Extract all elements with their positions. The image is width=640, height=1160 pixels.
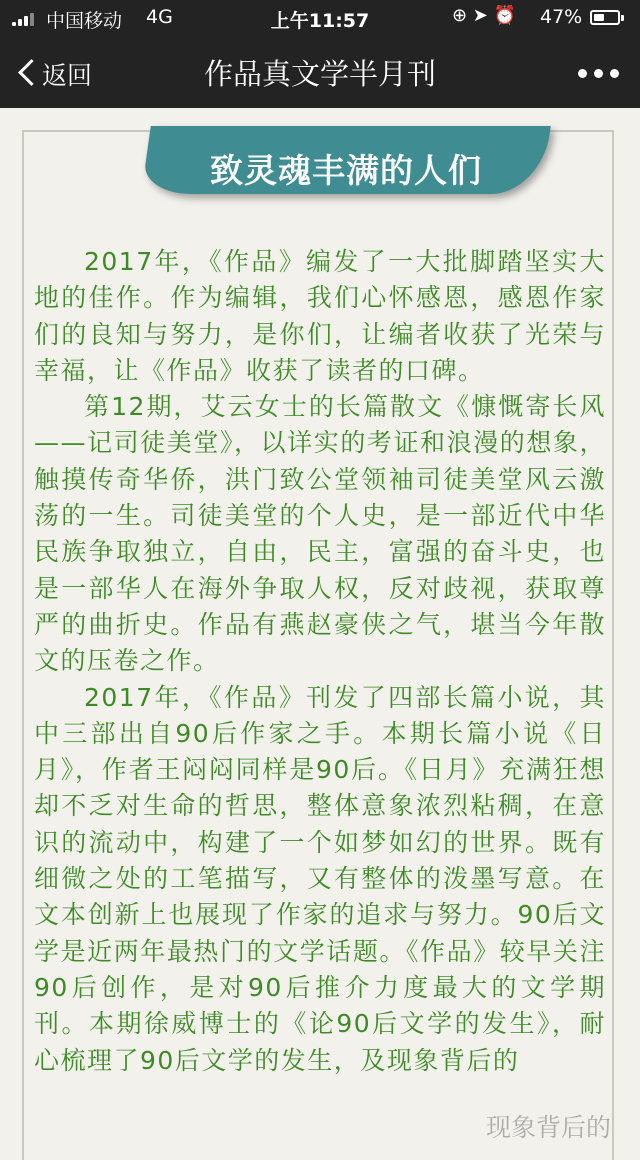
top-bar — [0, 0, 640, 108]
status-icons: ⊕ ➤ ⏰ — [452, 5, 517, 26]
battery-percent: 47% — [540, 6, 583, 28]
article-card — [22, 130, 614, 1160]
article-title: 致灵魂丰满的人们 — [210, 151, 482, 190]
paragraph: 2017年，《作品》编发了一大批脚踏坚实大地的佳作。作为编辑，我们心怀感恩，感恩作家们的良知与努力，是你们，让编者收获了光荣与幸福，让《作品》收获了读者的口碑。 — [34, 247, 606, 385]
battery-icon — [590, 10, 620, 25]
more-dot-icon — [610, 69, 619, 78]
back-label: 返回 — [42, 61, 93, 90]
status-bar — [0, 0, 640, 36]
article-body — [34, 244, 606, 1079]
status-time: 上午11:57 — [270, 10, 370, 32]
paragraph: 第12期，艾云女士的长篇散文《慷慨寄长风——记司徒美堂》，以详实的考证和浪漫的想象，触摸传奇华侨，洪门致公堂领袖司徒美堂风云激荡的一生。司徒美堂的个人史，是一部近代中华民族争取独立，自由，民主，富强的奋斗史，也是一部华人在海外争取人权，反对歧视，获取尊严的曲折史。作品有燕赵豪侠之气，堪当今年散文的压卷之作。 — [34, 392, 606, 676]
battery-tip — [621, 15, 624, 21]
watermark-text: 现象背后的 — [486, 1113, 612, 1142]
more-dot-icon — [594, 69, 603, 78]
network-type: 4G — [146, 6, 173, 28]
more-dot-icon — [578, 69, 587, 78]
page-title: 作品真文学半月刊 — [203, 57, 436, 91]
more-button[interactable] — [570, 60, 626, 86]
paragraph: 2017年，《作品》刊发了四部长篇小说，其中三部出自90后作家之手。本期长篇小说《日月》，作者王闷闷同样是90后。《日月》充满狂想却不乏对生命的哲思，整体意象浓烈粘稠，在意识的流动中，构建了一个如梦如幻的世界。既有细微之处的工笔描写，又有整体的泼墨写意。在文本创新上也展现了作家的追求与努力。90后文学是近两年最热门的文学话题。《作品》较早关注90后创作，是对90后推介力度最大的文学期刊。本期徐威博士的《论90后文学的发生》，耐心梳理了90后文学的发生，及现象背后的 — [34, 682, 606, 1075]
carrier-name: 中国移动 — [46, 10, 123, 32]
battery-level — [594, 14, 604, 21]
